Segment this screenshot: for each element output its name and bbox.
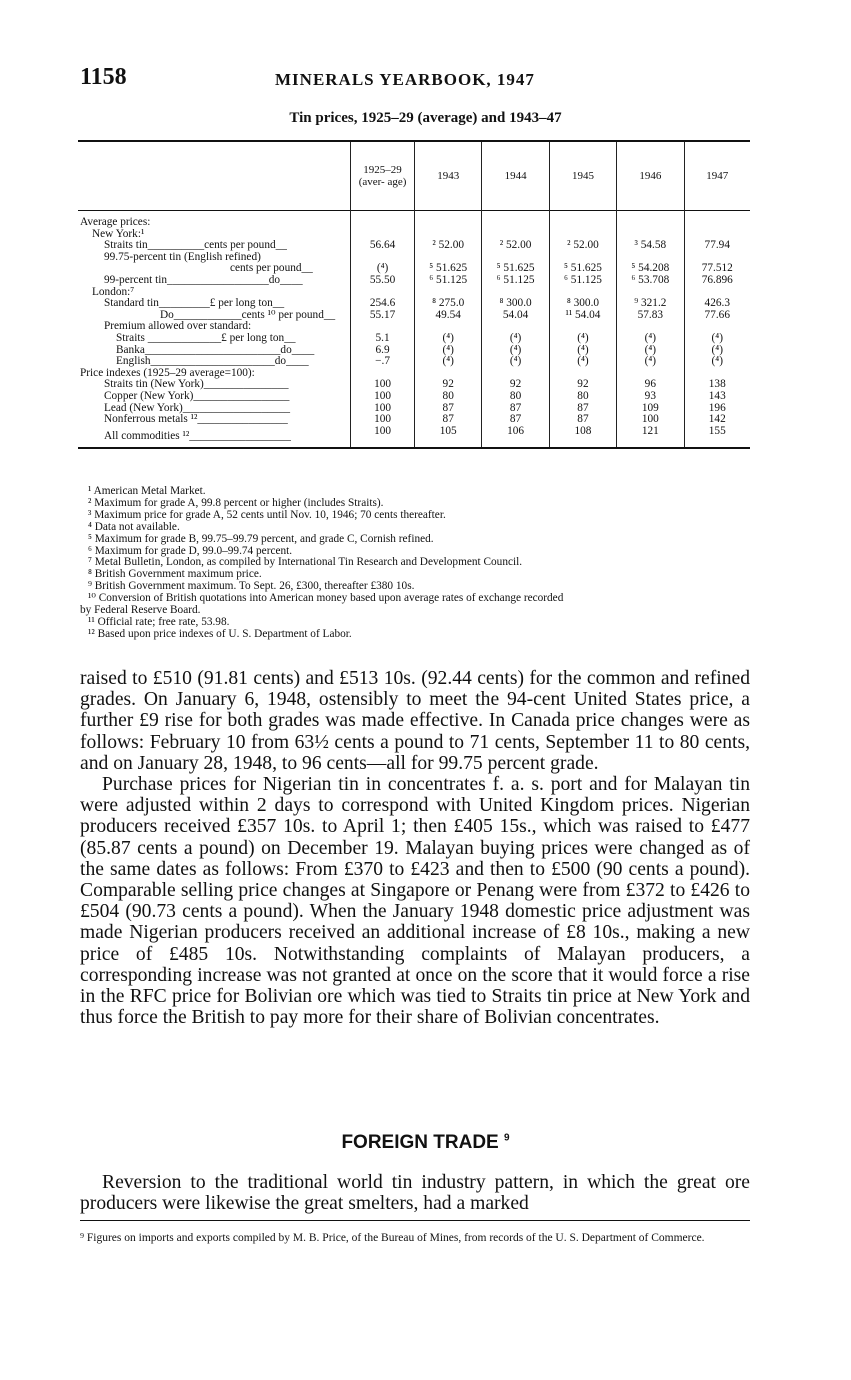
running-head: MINERALS YEARBOOK, 1947 — [275, 70, 535, 89]
table-cell: 87 — [415, 403, 482, 415]
table-cell: 100 — [351, 403, 415, 415]
table-cell: 87 — [549, 403, 616, 415]
table-cell: 143 — [684, 391, 750, 403]
table-title: Tin prices, 1925–29 (average) and 1943–47 — [289, 110, 562, 126]
row-label: cents per pound__ — [230, 262, 313, 275]
footnote: ¹⁰ Conversion of British quotations into American money based upon average rates of exchange recorded — [88, 592, 564, 605]
paragraph: raised to £510 (91.81 cents) and £513 10s. (92.44 cents) for the common and refined grades. On January 6, 1948, ostensibly to meet the 94-cent United States price, a further £9 rise for both grades was made effective. In Canada price changes were as follows: February 10 from 63½ cents a pound to 71 cents, September 11 to 80 cents, and on January 28, 1948, to 96 cents—all for 99.75 percent grade. — [80, 668, 750, 774]
row-label: Straits tin__________cents per pound__ — [104, 239, 287, 252]
table-cell: 77.512 — [684, 263, 750, 275]
row-label: Copper (New York)_________________ — [104, 389, 290, 402]
table-cell: ⁸ 300.0 — [549, 298, 616, 310]
table-cell: 92 — [482, 379, 549, 391]
table-row — [78, 356, 750, 368]
table-cell: 109 — [617, 403, 684, 415]
table-cell: 100 — [351, 379, 415, 391]
column-header: 1947 — [684, 141, 750, 211]
footnote: ² Maximum for grade A, 99.8 percent or higher (includes Straits). — [88, 496, 384, 509]
footnote: by Federal Reserve Board. — [80, 604, 201, 617]
table-cell: (⁴) — [617, 345, 684, 357]
table-cell — [351, 211, 415, 229]
table-cell: ² 52.00 — [549, 240, 616, 252]
footnote: ⁸ British Government maximum price. — [88, 568, 262, 581]
footnote: ⁶ Maximum for grade D, 99.0–99.74 percent. — [88, 544, 293, 557]
column-header: 1925–29 (aver- age) — [351, 141, 415, 211]
table-cell: 196 — [684, 403, 750, 415]
footnote: ¹¹ Official rate; free rate, 53.98. — [88, 615, 230, 628]
table-cell: 55.50 — [351, 275, 415, 287]
table-row — [78, 333, 750, 345]
table-cell: 77.94 — [684, 240, 750, 252]
table-cell: −.7 — [351, 356, 415, 368]
row-label: Standard tin_________£ per long ton__ — [104, 297, 285, 310]
table-cell: ⁸ 300.0 — [482, 298, 549, 310]
table-cell: (⁴) — [684, 345, 750, 357]
table-cell: 80 — [549, 391, 616, 403]
section-heading — [0, 1132, 851, 1154]
footnote: ⁹ British Government maximum. To Sept. 26, £300, thereafter £380 10s. — [88, 580, 415, 593]
table-row — [78, 426, 750, 449]
table-cell: 142 — [684, 414, 750, 426]
table-cell: 100 — [351, 426, 415, 449]
footnote: ⁵ Maximum for grade B, 99.75–99.79 percent, and grade C, Cornish refined. — [88, 532, 434, 545]
column-header: 1943 — [415, 141, 482, 211]
table-footnotes — [80, 486, 752, 641]
table-cell: 5.1 — [351, 333, 415, 345]
row-label: All commodities ¹²__________________ — [104, 429, 291, 442]
footnote-rule — [80, 1220, 750, 1221]
row-label: Premium allowed over standard: — [104, 320, 252, 333]
table-cell: 108 — [549, 426, 616, 449]
table-cell: 80 — [415, 391, 482, 403]
row-label: Nonferrous metals ¹²________________ — [104, 413, 288, 426]
table-cell: ⁶ 51.125 — [482, 275, 549, 287]
table-cell: 96 — [617, 379, 684, 391]
row-label: English______________________do____ — [116, 355, 309, 368]
table-cell: 121 — [617, 426, 684, 449]
footnote: ¹² Based upon price indexes of U. S. Department of Labor. — [88, 627, 352, 640]
table-cell: 80 — [482, 391, 549, 403]
row-label: Lead (New York)___________________ — [104, 401, 291, 414]
table-row — [78, 275, 750, 287]
row-label: 99-percent tin__________________do____ — [104, 273, 303, 286]
table-cell: 87 — [415, 414, 482, 426]
table-cell: (⁴) — [684, 333, 750, 345]
footnote: ⁴ Data not available. — [88, 520, 180, 533]
table-cell: 77.66 — [684, 310, 750, 322]
column-header: 1944 — [482, 141, 549, 211]
table-cell: ⁵ 51.625 — [482, 263, 549, 275]
table-cell: 55.17 — [351, 310, 415, 322]
row-label: Straits _____________£ per long ton__ — [116, 331, 296, 344]
table-header-row — [78, 141, 750, 211]
table-cell: 100 — [617, 414, 684, 426]
table-cell: ² 52.00 — [482, 240, 549, 252]
row-label: London:⁷ — [92, 285, 135, 298]
row-label: Do____________cents ¹⁰ per pound__ — [160, 308, 336, 321]
table-cell: (⁴) — [617, 333, 684, 345]
table-cell: 56.64 — [351, 240, 415, 252]
table-cell: 92 — [549, 379, 616, 391]
table-cell: 105 — [415, 426, 482, 449]
row-label: Straits tin (New York)_______________ — [104, 378, 289, 391]
row-label: Banka________________________do____ — [116, 343, 315, 356]
table-cell: ² 52.00 — [415, 240, 482, 252]
paragraph: Reversion to the traditional world tin industry pattern, in which the great ore producers were likewise the great smelters, had a marked — [80, 1172, 750, 1215]
table-cell: (⁴) — [549, 356, 616, 368]
table-cell: (⁴) — [617, 356, 684, 368]
table-cell: 138 — [684, 379, 750, 391]
page-footnote: ⁹ Figures on imports and exports compiled by M. B. Price, of the Bureau of Mines, from records of the U. S. Department of Commerce. — [80, 1232, 705, 1244]
column-header — [78, 141, 351, 211]
table-cell: ⁵ 51.625 — [415, 263, 482, 275]
table-cell: 92 — [415, 379, 482, 391]
page-number: 1158 — [80, 64, 127, 90]
table-cell: 254.6 — [351, 298, 415, 310]
paragraph: Purchase prices for Nigerian tin in concentrates f. a. s. port and for Malayan tin were adjusted within 2 days to correspond with United Kingdom prices. Nigerian producers received £357 10s. to April 1; then £405 15s., which was raised to £477 (85.87 cents a pound) on December 19. Malayan buying prices were changed as of the same dates as follows: From £370 to £423 and then to £500 (90 cents a pound). Comparable selling price changes at Singapore or Penang were from £372 to £426 to £504 (90.73 cents a pound). When the January 1948 domestic price adjustment was made Nigerian producers received an additional increase of £8 10s., making a new price of £485 10s. Notwithstanding complaints of Malayan producers, a corresponding increase was not granted at once on the score that it would force a rise in the RFC price for Bolivian ore which was tied to Straits tin price at New York and thus force the British to pay more for their share of Bolivian concentrates. — [80, 774, 750, 1029]
table-cell: (⁴) — [482, 356, 549, 368]
table-row — [78, 298, 750, 310]
table-cell: ⁶ 51.125 — [549, 275, 616, 287]
table-cell: ¹¹ 54.04 — [549, 310, 616, 322]
table-cell — [684, 211, 750, 229]
row-label: Price indexes (1925–29 average=100): — [80, 366, 255, 379]
table-cell: ³ 54.58 — [617, 240, 684, 252]
table-cell: ⁵ 51.625 — [549, 263, 616, 275]
table-cell: 57.83 — [617, 310, 684, 322]
table-cell: ⁵ 54.208 — [617, 263, 684, 275]
section-text — [80, 1172, 750, 1214]
table-cell: (⁴) — [482, 345, 549, 357]
footnote: ¹ American Metal Market. — [88, 485, 206, 497]
table-cell: 87 — [482, 403, 549, 415]
table-cell: ⁹ 321.2 — [617, 298, 684, 310]
table-cell: (⁴) — [549, 345, 616, 357]
table-cell: ⁸ 275.0 — [415, 298, 482, 310]
table-cell: (⁴) — [415, 356, 482, 368]
table-cell: (⁴) — [415, 345, 482, 357]
table-cell: 49.54 — [415, 310, 482, 322]
body-text — [80, 668, 750, 1028]
footnote-ref: 9 — [504, 1132, 510, 1144]
footnote: ⁷ Metal Bulletin, London, as compiled by International Tin Research and Development Council. — [88, 556, 523, 569]
table-row — [78, 391, 750, 403]
table-cell — [617, 211, 684, 229]
table-row — [78, 211, 750, 229]
table-cell: 100 — [351, 391, 415, 403]
table-cell: 426.3 — [684, 298, 750, 310]
table-cell — [482, 211, 549, 229]
section-heading-text: FOREIGN TRADE — [341, 1132, 499, 1153]
page-header — [80, 64, 750, 100]
column-header: 1945 — [549, 141, 616, 211]
table-cell: 100 — [351, 414, 415, 426]
table-cell: (⁴) — [482, 333, 549, 345]
table-cell: 76.896 — [684, 275, 750, 287]
row-label: Average prices: — [80, 216, 151, 228]
table-cell: 155 — [684, 426, 750, 449]
table-cell — [415, 211, 482, 229]
table-cell: ⁶ 53.708 — [617, 275, 684, 287]
table-cell: 87 — [549, 414, 616, 426]
table-cell: 87 — [482, 414, 549, 426]
row-label: New York:¹ — [92, 227, 145, 240]
table-cell: 93 — [617, 391, 684, 403]
table-cell: (⁴) — [684, 356, 750, 368]
tin-prices-table — [78, 140, 750, 449]
table-row — [78, 414, 750, 426]
table-cell: 54.04 — [482, 310, 549, 322]
footnote: ³ Maximum price for grade A, 52 cents until Nov. 10, 1946; 70 cents thereafter. — [88, 508, 446, 521]
table-cell: 106 — [482, 426, 549, 449]
table-cell — [549, 211, 616, 229]
table-cell: (⁴) — [415, 333, 482, 345]
table-body — [78, 211, 750, 449]
table-cell: 6.9 — [351, 345, 415, 357]
table-cell: ⁶ 51.125 — [415, 275, 482, 287]
row-label: 99.75-percent tin (English refined) — [104, 250, 261, 263]
table-cell: (⁴) — [351, 263, 415, 275]
table-cell: (⁴) — [549, 333, 616, 345]
column-header: 1946 — [617, 141, 684, 211]
